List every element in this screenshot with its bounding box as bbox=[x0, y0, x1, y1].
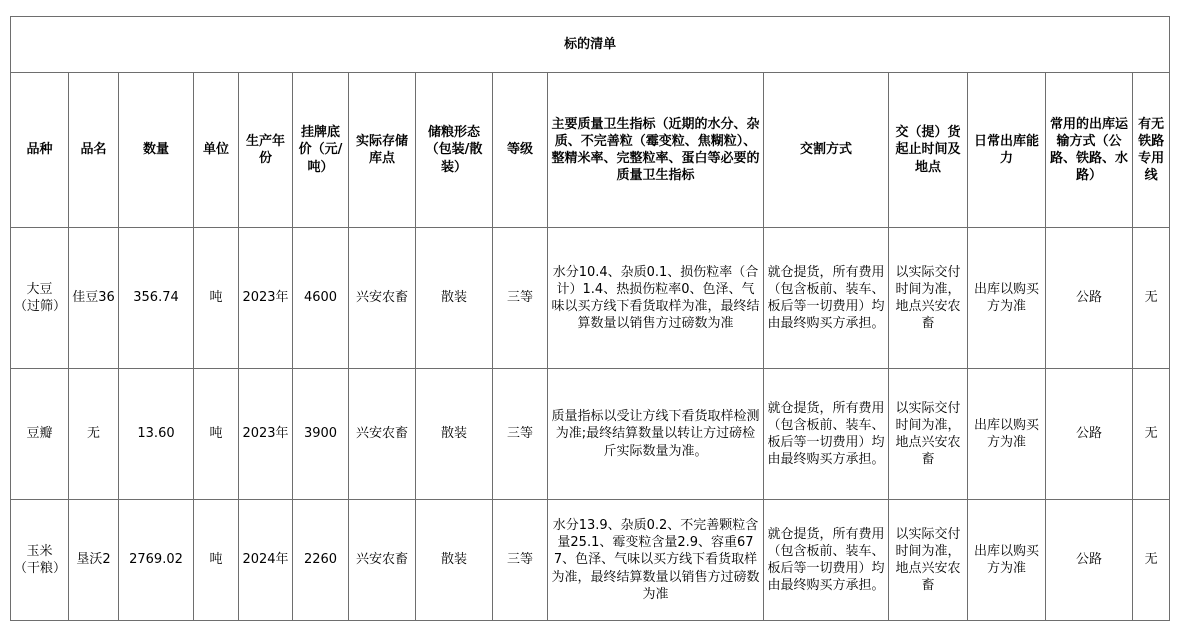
header-product-name: 品名 bbox=[69, 73, 119, 228]
header-grade: 等级 bbox=[493, 73, 548, 228]
cell-unit: 吨 bbox=[194, 500, 239, 621]
header-transport-modes: 常用的出库运输方式（公路、铁路、水路） bbox=[1046, 73, 1133, 228]
cell-pickup-time-place: 以实际交付时间为准，地点兴安农畜 bbox=[889, 369, 968, 500]
cell-variety: 豆瓣 bbox=[11, 369, 69, 500]
cell-product-name: 垦沃2 bbox=[69, 500, 119, 621]
header-delivery-method: 交割方式 bbox=[764, 73, 889, 228]
cell-storage-site: 兴安农畜 bbox=[349, 500, 416, 621]
cell-daily-outbound-capacity: 出库以购买方为准 bbox=[968, 369, 1046, 500]
cell-storage-site: 兴安农畜 bbox=[349, 228, 416, 369]
header-variety: 品种 bbox=[11, 73, 69, 228]
cell-grade: 三等 bbox=[493, 369, 548, 500]
cell-product-name: 无 bbox=[69, 369, 119, 500]
cell-rail-spur: 无 bbox=[1133, 369, 1170, 500]
cell-production-year: 2023年 bbox=[239, 228, 293, 369]
header-unit: 单位 bbox=[194, 73, 239, 228]
cell-storage-form: 散装 bbox=[416, 228, 493, 369]
header-quantity: 数量 bbox=[119, 73, 194, 228]
table-row bbox=[11, 228, 1170, 369]
cell-pickup-time-place: 以实际交付时间为准，地点兴安农畜 bbox=[889, 500, 968, 621]
header-quality-indicators: 主要质量卫生指标（近期的水分、杂质、不完善粒（霉变粒、焦糊粒）、整精米率、完整粒率、蛋白等必要的质量卫生指标 bbox=[548, 73, 764, 228]
cell-quantity: 2769.02 bbox=[119, 500, 194, 621]
cell-listing-floor-price: 4600 bbox=[293, 228, 349, 369]
title-row bbox=[11, 17, 1170, 73]
cell-storage-form: 散装 bbox=[416, 369, 493, 500]
cell-listing-floor-price: 3900 bbox=[293, 369, 349, 500]
cell-rail-spur: 无 bbox=[1133, 500, 1170, 621]
cell-quality-indicators: 水分13.9、杂质0.2、不完善颗粒含量25.1、霉变粒含量2.9、容重677、色泽、气味以买方线下看货取样为准，最终结算数量以销售方过磅数为准 bbox=[548, 500, 764, 621]
cell-storage-form: 散装 bbox=[416, 500, 493, 621]
cell-transport-modes: 公路 bbox=[1046, 500, 1133, 621]
cell-pickup-time-place: 以实际交付时间为准，地点兴安农畜 bbox=[889, 228, 968, 369]
cell-transport-modes: 公路 bbox=[1046, 369, 1133, 500]
cell-quality-indicators: 水分10.4、杂质0.1、损伤粒率（合计）1.4、热损伤粒率0、色泽、气味以买方线下看货取样为准，最终结算数量以销售方过磅数为准 bbox=[548, 228, 764, 369]
cell-variety: 大豆（过筛） bbox=[11, 228, 69, 369]
header-listing-floor-price: 挂牌底价（元/吨） bbox=[293, 73, 349, 228]
cell-daily-outbound-capacity: 出库以购买方为准 bbox=[968, 500, 1046, 621]
cell-grade: 三等 bbox=[493, 228, 548, 369]
table-row bbox=[11, 500, 1170, 621]
header-pickup-time-place: 交（提）货起止时间及地点 bbox=[889, 73, 968, 228]
table-title: 标的清单 bbox=[11, 17, 1170, 73]
cell-quality-indicators: 质量指标以受让方线下看货取样检测为准;最终结算数量以转让方过磅检斤实际数量为准。 bbox=[548, 369, 764, 500]
header-storage-site: 实际存储库点 bbox=[349, 73, 416, 228]
cell-quantity: 356.74 bbox=[119, 228, 194, 369]
cell-transport-modes: 公路 bbox=[1046, 228, 1133, 369]
header-rail-spur: 有无铁路专用线 bbox=[1133, 73, 1170, 228]
cell-listing-floor-price: 2260 bbox=[293, 500, 349, 621]
header-storage-form: 储粮形态（包装/散装） bbox=[416, 73, 493, 228]
cell-storage-site: 兴安农畜 bbox=[349, 369, 416, 500]
header-row bbox=[11, 73, 1170, 228]
cell-rail-spur: 无 bbox=[1133, 228, 1170, 369]
listing-table bbox=[10, 16, 1170, 621]
cell-variety: 玉米（干粮） bbox=[11, 500, 69, 621]
cell-delivery-method: 就仓提货，所有费用（包含板前、装车、板后等一切费用）均由最终购买方承担。 bbox=[764, 500, 889, 621]
cell-production-year: 2024年 bbox=[239, 500, 293, 621]
cell-delivery-method: 就仓提货，所有费用（包含板前、装车、板后等一切费用）均由最终购买方承担。 bbox=[764, 369, 889, 500]
cell-grade: 三等 bbox=[493, 500, 548, 621]
cell-daily-outbound-capacity: 出库以购买方为准 bbox=[968, 228, 1046, 369]
table-row bbox=[11, 369, 1170, 500]
cell-delivery-method: 就仓提货，所有费用（包含板前、装车、板后等一切费用）均由最终购买方承担。 bbox=[764, 228, 889, 369]
cell-product-name: 佳豆36 bbox=[69, 228, 119, 369]
cell-production-year: 2023年 bbox=[239, 369, 293, 500]
header-daily-outbound-capacity: 日常出库能力 bbox=[968, 73, 1046, 228]
header-production-year: 生产年份 bbox=[239, 73, 293, 228]
cell-unit: 吨 bbox=[194, 369, 239, 500]
cell-unit: 吨 bbox=[194, 228, 239, 369]
cell-quantity: 13.60 bbox=[119, 369, 194, 500]
